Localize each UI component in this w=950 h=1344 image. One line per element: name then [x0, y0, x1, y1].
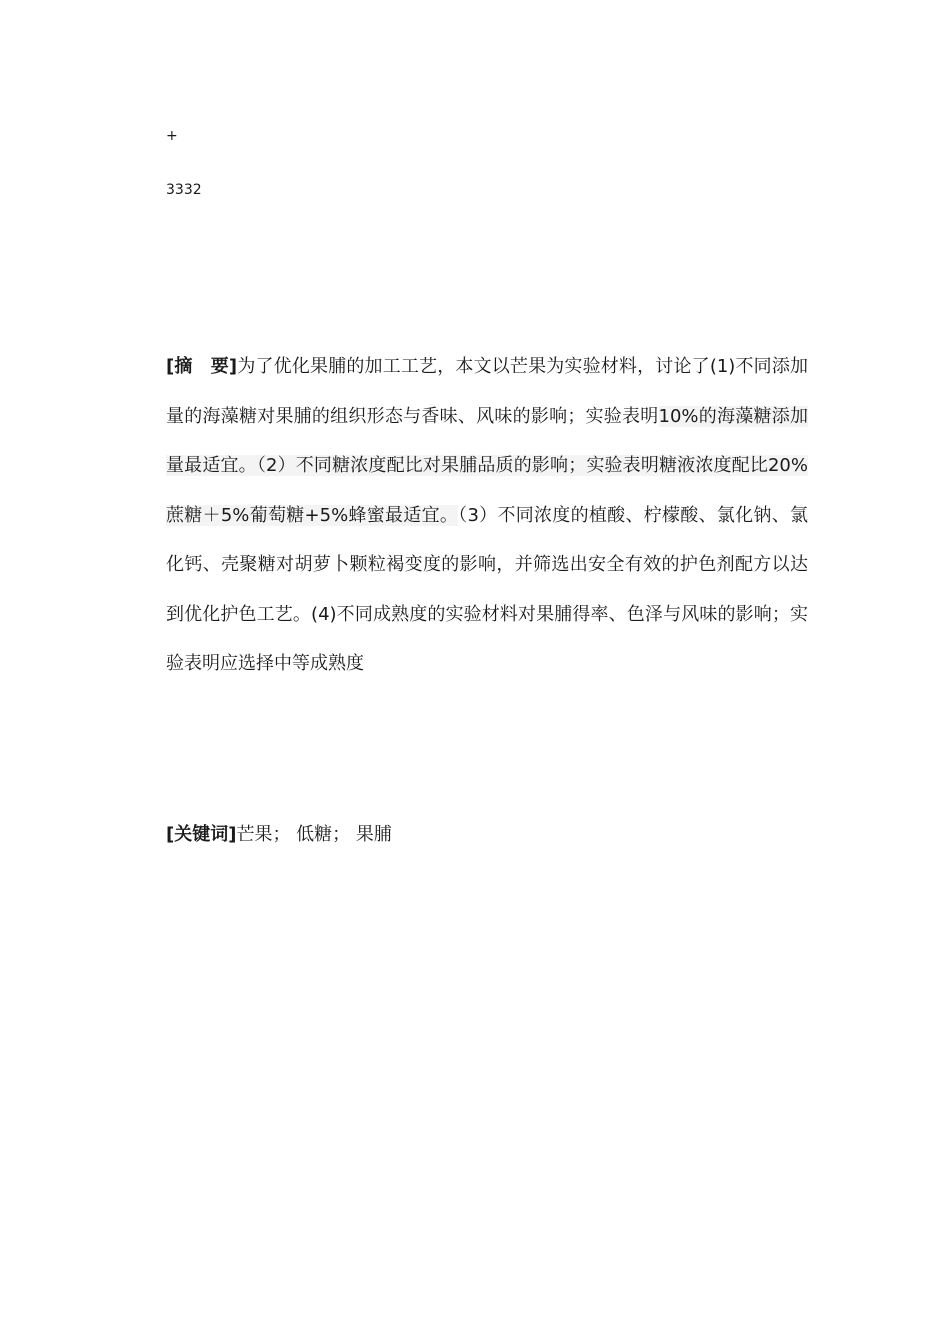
abstract-text-3: （3）不同浓度的植酸、柠檬酸、氯化钠、氯化钙、壳聚糖对胡萝卜颗粒褐变度的影响，并筛选出安全有效的护色剂配方以达到优化护色工艺。(4)不同成熟度的实验材料对果脯得率、色泽与风味的影响；实验表明应选择中等成熟度	[166, 504, 808, 674]
header-mark: +	[166, 128, 178, 144]
abstract-paragraph	[166, 342, 808, 689]
abstract-text-1: 为了优化果脯的加工工艺，本文以芒果为实验材料，讨论了(1)不同添加量的海藻糖对果脯的组织形态与香味、风味的影响；实验表明	[166, 356, 809, 427]
keywords-label: [关键词]	[166, 824, 237, 845]
header-code: 3332	[166, 182, 202, 198]
abstract-text-highlighted: 10%的海藻糖添加量最适宜。（2）不同糖浓度配比对果脯品质的影响；实验表明糖液浓度配比20%蔗糖＋5%葡萄糖+5%蜂蜜最适宜。	[166, 405, 808, 526]
abstract-label: [摘 要]	[166, 356, 238, 377]
keywords-line	[166, 818, 808, 852]
keywords-text: 芒果； 低糖； 果脯	[236, 824, 392, 845]
